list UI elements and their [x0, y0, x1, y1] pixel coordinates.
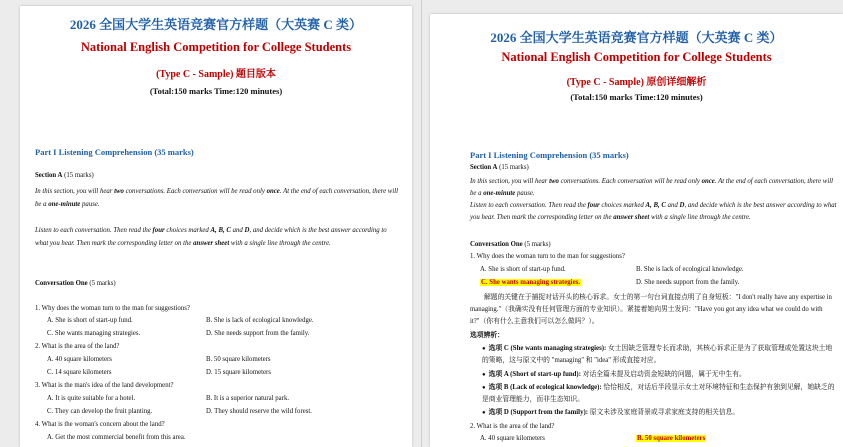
- bullet-icon: ●: [482, 385, 489, 391]
- part-heading: Part I Listening Comprehension (35 marks): [35, 147, 194, 157]
- bullet-option-b: ● 选项 B (Lack of ecological knowledge): 恰恰相反，对话后半段显示女士对环境特征和生态保护有独到见解，她缺乏的是商业管理能力，而非生态知识。: [482, 384, 835, 403]
- q1-option-c-answer: C. She wants managing strategies.: [481, 279, 580, 286]
- page-divider: [421, 0, 422, 447]
- listen-instructions: Listen to each conversation. Then read the four choices marked A, B, C and D, and decide which is the best answer according to what you hear. Then mark the corresponding letter on the answer sheet with a single line through the centre.: [35, 227, 387, 247]
- q2-option-b: B. 50 square kilometers: [206, 356, 271, 363]
- section-instructions: In this section, you will hear two conversations. Each conversation will be read only once. At the end of each conversation, there will be a one-minute pause.: [35, 188, 398, 208]
- q2-option-d: D. 15 square kilometers: [206, 369, 271, 376]
- section-heading: Section A (15 marks): [470, 164, 529, 171]
- q4-option-a: A. Get the most commercial benefit from this area.: [47, 434, 186, 441]
- q1-option-a: A. She is short of start-up fund.: [480, 266, 566, 273]
- question-2: 2. What is the area of the land?: [35, 343, 120, 350]
- bullet-option-d: ● 选项 D (Support from the family): 原文未涉及家庭背景或寻求家庭支持的相关信息。: [482, 409, 740, 416]
- q1-option-b: B. She is lack of ecological knowledge.: [636, 266, 744, 273]
- q1-option-d: D. She needs support from the family.: [636, 279, 740, 286]
- question-4: 4. What is the woman's concern about the land?: [35, 421, 165, 428]
- q1-option-b: B. She is lack of ecological knowledge.: [206, 317, 314, 324]
- question-1: 1. Why does the woman turn to the man for suggestions?: [470, 253, 625, 260]
- page-title-en: National English Competition for College Students: [501, 50, 772, 64]
- totals-line: (Total:150 marks Time:120 minutes): [570, 92, 703, 102]
- listen-instructions: Listen to each conversation. Then read the four choices marked A, B, C and D, and decide which is the best answer according to what you hear. Then mark the corresponding letter on the answer sheet with a single line through the centre.: [470, 202, 837, 221]
- bullet-icon: ●: [482, 410, 489, 416]
- page-title-cn: 2026 全国大学生英语竞赛官方样题（大英赛 C 类）: [69, 17, 363, 32]
- section-heading: Section A (15 marks): [35, 172, 94, 179]
- options-heading: 选项辨析：: [470, 332, 504, 339]
- q2-option-c: C. 14 square kilometers: [47, 369, 112, 376]
- q1-option-a: A. She is short of start-up fund.: [47, 317, 133, 324]
- question-3: 3. What is the man's idea of the land development?: [35, 382, 174, 389]
- page-subtitle: (Type C - Sample) 原创详细解析: [566, 77, 707, 88]
- bullet-icon: ●: [482, 372, 489, 378]
- totals-line: (Total:150 marks Time:120 minutes): [149, 86, 283, 96]
- q3-option-d: D. They should reserve the wild forest.: [206, 408, 312, 415]
- q2-option-a: A. 40 square kilometers: [480, 435, 545, 442]
- q2-option-a: A. 40 square kilometers: [47, 356, 112, 363]
- q3-option-a: A. It is quite suitable for a hotel.: [47, 395, 136, 402]
- q1-option-c: C. She wants managing strategies.: [47, 330, 141, 337]
- conversation-heading: Conversation One (5 marks): [470, 241, 551, 248]
- q3-option-b: B. It is a superior natural park.: [206, 395, 290, 402]
- question-1: 1. Why does the woman turn to the man for suggestions?: [35, 305, 190, 312]
- q1-option-d: D. She needs support from the family.: [206, 330, 310, 337]
- bullet-icon: ●: [482, 346, 489, 352]
- part-heading: Part I Listening Comprehension (35 marks): [470, 150, 629, 160]
- bullet-option-a: ● 选项 A (Short of start-up fund): 对话全篇未提及启动资金短缺的问题，属于无中生有。: [482, 371, 746, 378]
- conversation-heading: Conversation One (5 marks): [35, 280, 116, 287]
- question-page: [20, 6, 412, 447]
- section-instructions: In this section, you will hear two conversations. Each conversation will be read only once. At the end of each conversation, there will be a one-minute pause.: [470, 178, 833, 197]
- page-subtitle: (Type C - Sample) 题目版本: [156, 69, 276, 80]
- page-title-cn: 2026 全国大学生英语竞赛官方样题（大英赛 C 类）: [490, 30, 783, 45]
- q2-option-b-answer: B. 50 square kilometers: [637, 435, 706, 442]
- analysis-paragraph: 解题的关键在于捕捉对话开头的核心诉求。女士的第一句台词直接点明了自身短板："I don't really have any expertise in managing."（我确实没有任何管理方面的专业知识）。紧接着她向男士发问："Have you got any idea what we could do with it?"（你有什么主意我们可以怎么做吗？）。: [470, 294, 832, 325]
- bullet-option-c: ● 选项 C (She wants managing strategies): 女士因缺乏管理专长而求助，其核心诉求正是为了获取管理或处置这块土地的策略，这与原文中的 "managing" 和 "idea" 形成直接对应。: [482, 345, 833, 364]
- question-2: 2. What is the area of the land?: [470, 423, 555, 430]
- analysis-page: [430, 14, 843, 447]
- q3-option-c: C. They can develop the fruit planting.: [47, 408, 153, 415]
- page-title-en: National English Competition for College Students: [80, 40, 352, 54]
